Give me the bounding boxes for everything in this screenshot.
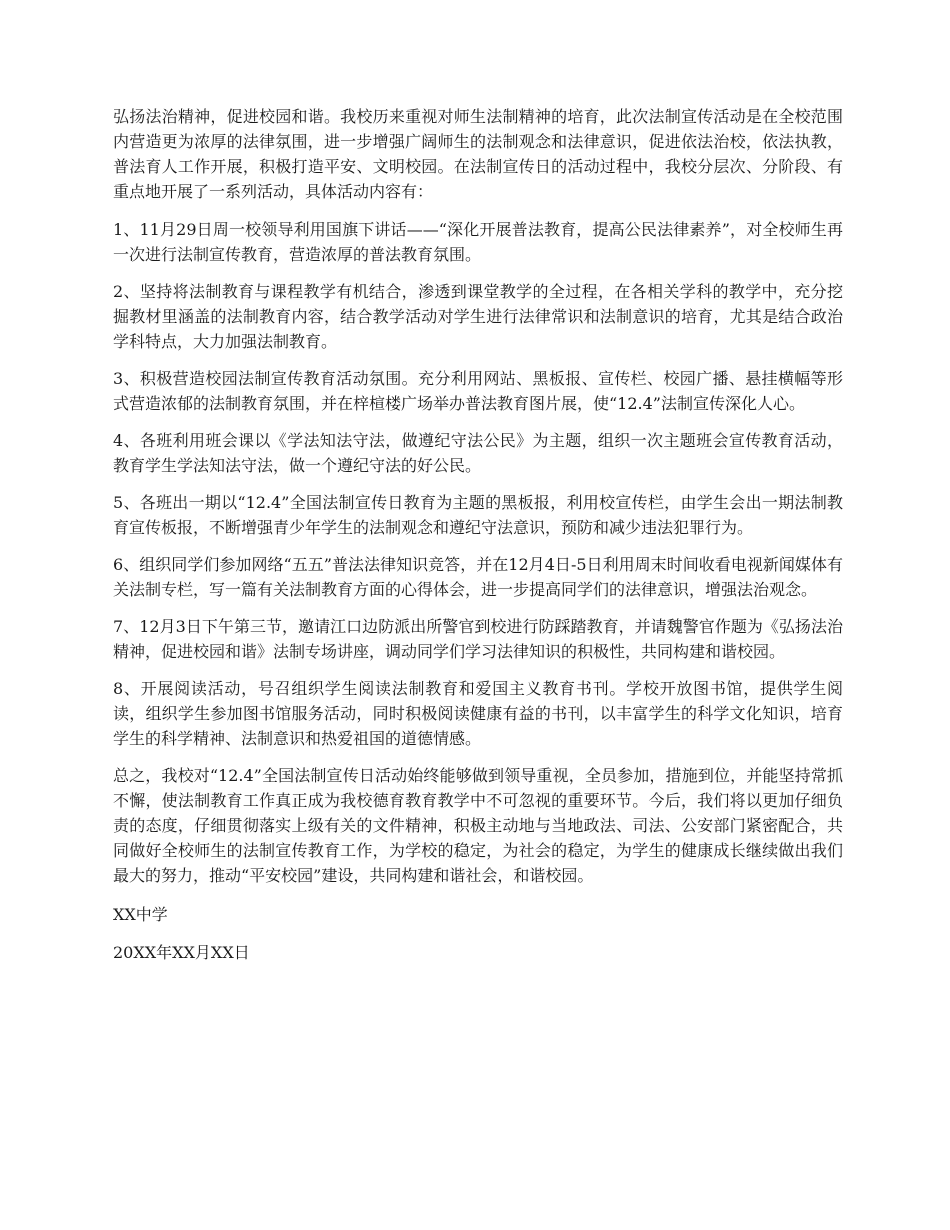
signature-school-name: XX中学 <box>113 905 168 924</box>
activity-item-7: 7、12月3日下午第三节，邀请江口边防派出所警官到校进行防踩踏教育，并请魏警官作题为《弘扬法治精神，促进校园和谐》法制专场讲座，调动同学们学习法律知识的积极性，共同构建和谐校园。 <box>113 617 843 661</box>
document-body <box>113 104 843 965</box>
activity-item-3: 3、积极营造校园法制宣传教育活动氛围。充分利用网站、黑板报、宣传栏、校园广播、悬挂横幅等形式营造浓郁的法制教育氛围，并在梓楦楼广场举办普法教育图片展，使“12.4”法制宣传深化人心。 <box>113 369 843 413</box>
signature-date: 20XX年XX月XX日 <box>113 943 250 962</box>
activity-item-4: 4、各班利用班会课以《学法知法守法，做遵纪守法公民》为主题，组织一次主题班会宣传教育活动，教育学生学法知法守法，做一个遵纪守法的好公民。 <box>113 431 843 475</box>
intro-paragraph: 弘扬法治精神，促进校园和谐。我校历来重视对师生法制精神的培育，此次法制宣传活动是在全校范围内营造更为浓厚的法律氛围，进一步增强广阔师生的法制观念和法律意识，促进依法治校，依法执教，普法育人工作开展，积极打造平安、文明校园。在法制宣传日的活动过程中，我校分层次、分阶段、有重点地开展了一系列活动，具体活动内容有： <box>113 107 843 201</box>
activity-item-6: 6、组织同学们参加网络“五五”普法法律知识竞答，并在12月4日-5日利用周末时间收看电视新闻媒体有关法制专栏，写一篇有关法制教育方面的心得体会，进一步提高同学们的法律意识，增强法治观念。 <box>113 555 843 599</box>
activity-item-8: 8、开展阅读活动，号召组织学生阅读法制教育和爱国主义教育书刊。学校开放图书馆，提供学生阅读，组织学生参加图书馆服务活动，同时积极阅读健康有益的书刊，以丰富学生的科学文化知识，培育学生的科学精神、法制意识和热爱祖国的道德情感。 <box>113 679 843 748</box>
activity-item-1: 1、11月29日周一校领导利用国旗下讲话——“深化开展普法教育，提高公民法律素养”，对全校师生再一次进行法制宣传教育，营造浓厚的普法教育氛围。 <box>113 220 843 264</box>
activity-item-2: 2、坚持将法制教育与课程教学有机结合，渗透到课堂教学的全过程，在各相关学科的教学中，充分挖掘教材里涵盖的法制教育内容，结合教学活动对学生进行法律常识和法制意识的培育，尤其是结合政治学科特点，大力加强法制教育。 <box>113 282 843 351</box>
conclusion-paragraph: 总之，我校对“12.4”全国法制宣传日活动始终能够做到领导重视，全员参加，措施到位，并能坚持常抓不懈，使法制教育工作真正成为我校德育教育教学中不可忽视的重要环节。今后，我们将以更加仔细负责的态度，仔细贯彻落实上级有关的文件精神，积极主动地与当地政法、司法、公安部门紧密配合，共同做好全校师生的法制宣传教育工作，为学校的稳定，为社会的稳定，为学生的健康成长继续做出我们最大的努力，推动“平安校园”建设，共同构建和谐社会，和谐校园。 <box>113 766 843 885</box>
activity-item-5: 5、各班出一期以“12.4”全国法制宣传日教育为主题的黑板报，利用校宣传栏，由学生会出一期法制教育宣传板报，不断增强青少年学生的法制观念和遵纪守法意识，预防和减少违法犯罪行为。 <box>113 493 843 537</box>
